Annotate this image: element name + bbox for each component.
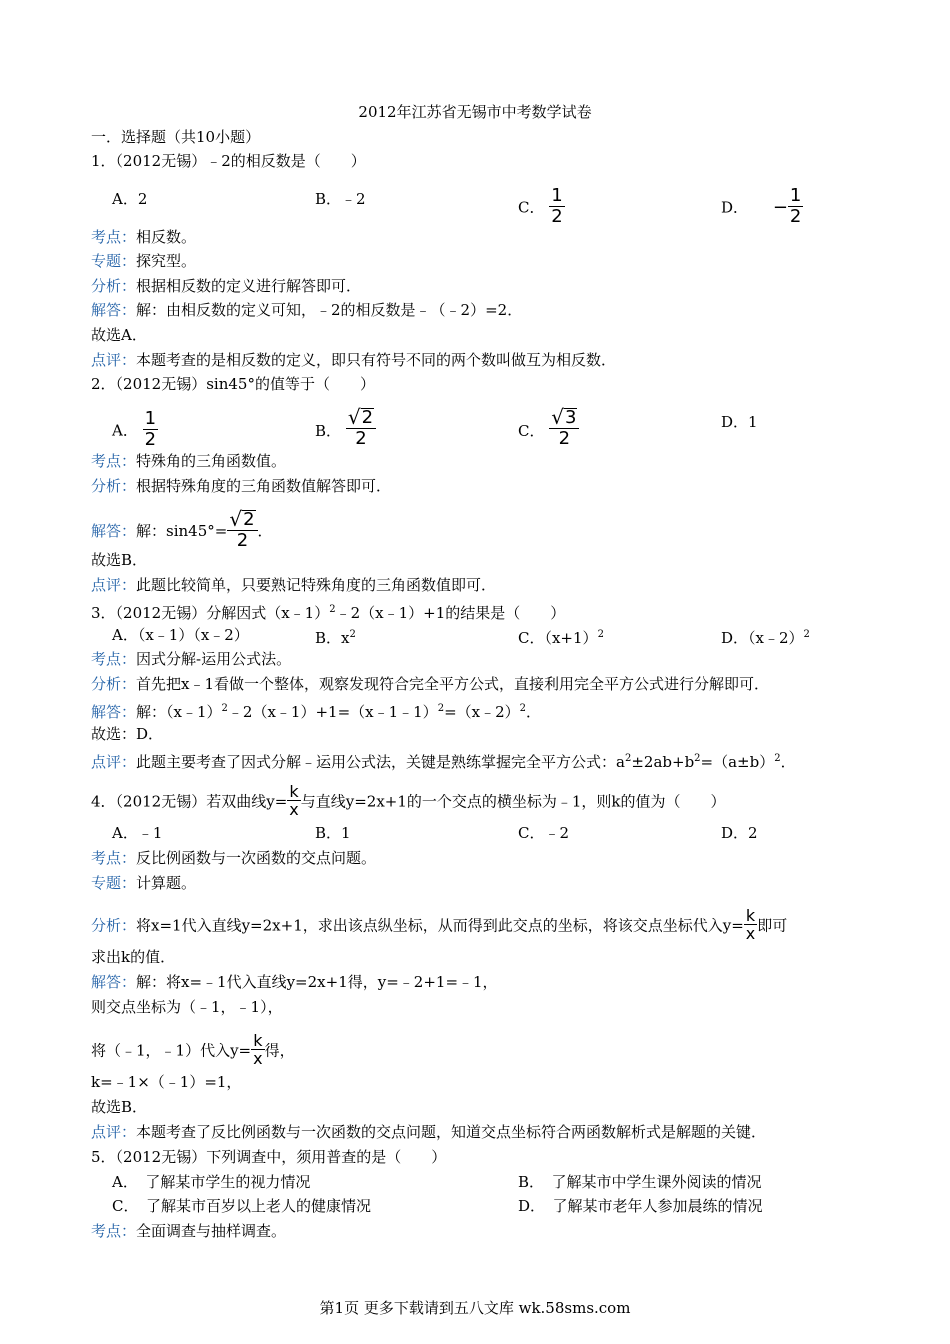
- q1-answer: 故选A．: [91, 326, 147, 344]
- q2-stem: 2．（2012无锡）sin45°的值等于（ ）: [91, 375, 375, 393]
- q2-dianping: 点评：此题比较简单，只要熟记特殊角度的三角函数值即可．: [91, 576, 497, 594]
- q2-option-c: C． √ 3 2: [518, 412, 579, 452]
- q2-option-d: D．1: [721, 413, 758, 431]
- q2-a-fraction: $\frac{1}{2}$: [144, 408, 157, 450]
- q1-jieda: 解答：解：由相反数的定义可知，﹣2的相反数是﹣（﹣2）=2．: [91, 301, 523, 319]
- q1-c-fraction: $\frac{1}{2}$: [551, 185, 563, 227]
- q4-answer: 故选B．: [91, 1098, 148, 1116]
- q4-jieda: 解答：解：将x=﹣1代入直线y=2x+1得，y=﹣2+1=﹣1，: [91, 973, 498, 991]
- q1-d-fraction: $\frac{1}{2}$: [789, 185, 802, 227]
- q3-option-b: B．$x^2$: [315, 629, 356, 647]
- q1-option-c: C． $\frac{1}{2}$: [518, 185, 563, 227]
- q3-answer: 故选：D．: [91, 725, 164, 743]
- q4-jieda-fraction: $\frac{k}{x}$: [253, 1031, 263, 1068]
- q2-fenxi: 分析：根据特殊角度的三角函数值解答即可．: [91, 477, 392, 495]
- q3-fenxi: 分析：首先把x﹣1看做一个整体，观察发现符合完全平方公式，直接利用完全平方公式进行分解即可．: [91, 675, 770, 693]
- q1-fenxi: 分析：根据相反数的定义进行解答即可．: [91, 277, 362, 295]
- q4-fenxi-cont: 求出k的值．: [91, 948, 176, 966]
- q5-option-a: A． 了解某市学生的视力情况: [112, 1173, 311, 1191]
- q3-dianping: 点评：此题主要考查了因式分解﹣运用公式法，关键是熟练掌握完全平方公式：$a^2\pm 2ab+b^2=(a\pm b)^2$．: [91, 753, 796, 771]
- q2-kaodian: 考点：特殊角的三角函数值。: [91, 452, 287, 470]
- q3-option-d: D．（x﹣2）$^2$: [721, 629, 810, 647]
- q3-option-c: C．$(x+1)^2$: [518, 629, 604, 647]
- q2-jieda: 解答：解：sin45°= √ 2 2 ．: [91, 507, 273, 551]
- q1-option-a: A．2: [112, 190, 148, 208]
- q2-c-fraction: √ 3 2: [549, 408, 579, 448]
- q2-option-b: B． √ 2 2: [315, 412, 376, 452]
- q1-stem: 1．（2012无锡）﹣2的相反数是（ ）: [91, 152, 366, 170]
- q2-option-a: A． $\frac{1}{2}$: [112, 408, 157, 450]
- q1-dianping: 点评：本题考查的是相反数的定义，即只有符号不同的两个数叫做互为相反数．: [91, 351, 617, 369]
- q4-option-c: C．﹣2: [518, 824, 570, 842]
- q4-jieda-line3: 将（﹣1，﹣1）代入y= $\frac{k}{x}$ 得，: [91, 1031, 295, 1068]
- q4-kaodian: 考点：反比例函数与一次函数的交点问题。: [91, 849, 377, 867]
- page-title: 2012年江苏省无锡市中考数学试卷: [358, 103, 592, 121]
- q4-option-d: D．2: [721, 824, 758, 842]
- q4-dianping: 点评：本题考查了反比例函数与一次函数的交点问题，知道交点坐标符合两函数解析式是解题的关键．: [91, 1123, 767, 1141]
- q4-zhuanti: 专题：计算题。: [91, 874, 197, 892]
- q3-kaodian: 考点：因式分解-运用公式法。: [91, 650, 292, 668]
- q3-jieda: 解答：解：（x﹣1）$^2$﹣2（x﹣1）+1=（x﹣1﹣1）$^2$=（x﹣2）$^2$．: [91, 703, 542, 721]
- q5-kaodian: 考点：全面调查与抽样调查。: [91, 1222, 287, 1240]
- q3-option-a: A．（x﹣1）（x﹣2）: [112, 626, 249, 644]
- q4-option-b: B．1: [315, 824, 351, 842]
- q4-fenxi: 分析：将x=1代入直线y=2x+1，求出该点纵坐标，从而得到此交点的坐标，将该交点坐标代入y= $\frac{k}{x}$ 即可: [91, 906, 788, 943]
- q1-kaodian: 考点：相反数。: [91, 228, 197, 246]
- page-footer: 第1页 更多下载请到五八文库 wk.58sms.com: [319, 1299, 631, 1317]
- q4-jieda-line4: k=﹣1×（﹣1）=1，: [91, 1073, 242, 1091]
- q1-option-d: D． − $\frac{1}{2}$: [721, 185, 802, 227]
- q2-jieda-fraction: √ 2 2: [227, 510, 257, 550]
- q3-stem: 3．（2012无锡）分解因式（x﹣1）$^2$﹣2（x﹣1）+1的结果是（ ）: [91, 604, 566, 622]
- q4-option-a: A．﹣1: [112, 824, 163, 842]
- q5-stem: 5．（2012无锡）下列调查中，须用普查的是（ ）: [91, 1148, 447, 1166]
- q1-zhuanti: 专题：探究型。: [91, 252, 197, 270]
- q5-option-c: C． 了解某市百岁以上老人的健康情况: [112, 1197, 371, 1215]
- q2-b-fraction: √ 2 2: [346, 408, 376, 448]
- q4-stem: 4．（2012无锡）若双曲线y= $\frac{k}{x}$ 与直线y=2x+1的一个交点的横坐标为﹣1，则k的值为（ ）: [91, 782, 726, 819]
- q1-option-b: B．﹣2: [315, 190, 366, 208]
- q4-stem-fraction: $\frac{k}{x}$: [289, 782, 299, 819]
- q4-jieda-line2: 则交点坐标为（﹣1，﹣1），: [91, 998, 283, 1016]
- section-heading: 一．选择题（共10小题）: [91, 128, 261, 146]
- q4-fenxi-fraction: $\frac{k}{x}$: [745, 906, 756, 943]
- q5-option-d: D． 了解某市老年人参加晨练的情况: [518, 1197, 763, 1215]
- q5-option-b: B． 了解某市中学生课外阅读的情况: [518, 1173, 762, 1191]
- q2-answer: 故选B．: [91, 551, 148, 569]
